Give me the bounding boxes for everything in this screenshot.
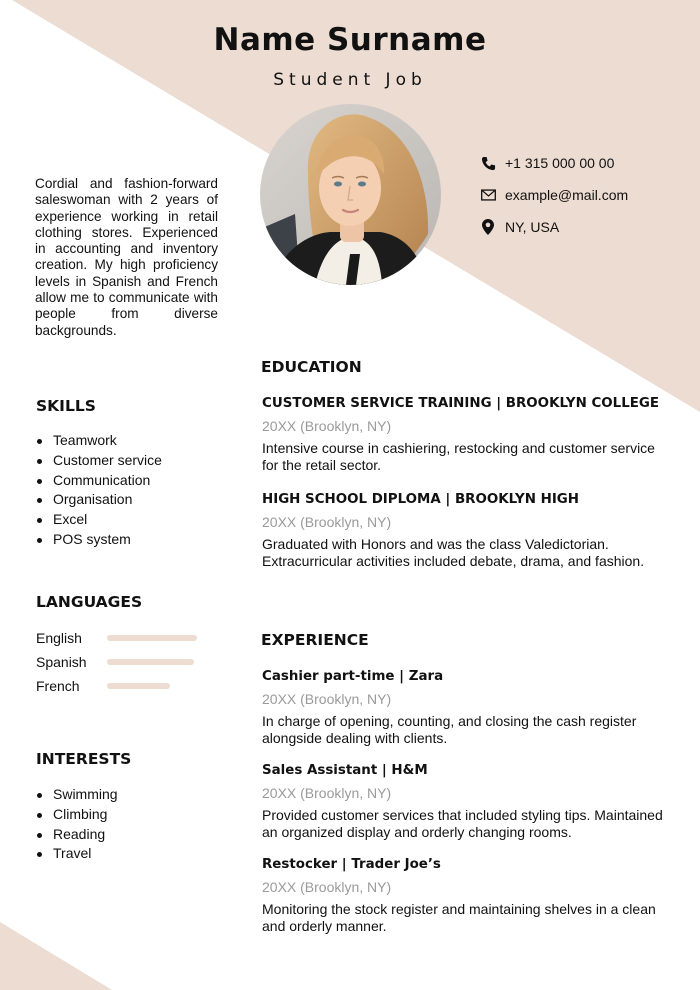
education-title: CUSTOMER SERVICE TRAINING | BROOKLYN COLLEGE [262,396,660,411]
language-level-bar [107,683,199,689]
experience-entry [262,669,672,746]
language-level-fill [107,635,197,641]
education-date: 20XX (Brooklyn, NY) [262,514,392,530]
interest-item: Climbing [36,805,118,825]
languages-heading: LANGUAGES [36,593,143,611]
language-level-fill [107,659,194,665]
interests-heading: INTERESTS [36,750,132,768]
contact-phone [480,152,628,174]
education-description: Intensive course in cashiering, restocking and customer service for the retail sector. [262,440,655,473]
job-title: Student Job [273,70,427,90]
candidate-name: Name Surname [213,22,487,58]
skill-item: Communication [36,471,162,491]
language-name: English [36,630,82,646]
experience-description: Provided customer services that included styling tips. Maintained an organized display and orderly changing rooms. [262,807,663,840]
education-heading: EDUCATION [261,358,362,376]
skill-item: Excel [36,510,162,530]
phone-icon [480,155,496,171]
language-row [36,674,199,698]
interest-item: Swimming [36,785,118,805]
education-description: Graduated with Honors and was the class Valedictorian. Extracurricular activities included debate, drama, and fashion. [262,536,645,569]
education-title: HIGH SCHOOL DIPLOMA | BROOKLYN HIGH [262,492,579,507]
language-name: French [36,678,80,694]
experience-title: Cashier part-time | Zara [262,669,444,684]
language-level-bar [107,635,199,641]
experience-entry [262,763,672,840]
interest-item: Travel [36,844,118,864]
mail-icon [480,187,496,203]
education-entry [262,396,672,473]
location-text: NY, USA [505,219,560,235]
skill-item: Teamwork [36,431,162,451]
contact-block [480,152,628,248]
contact-location [480,216,628,238]
skills-heading: SKILLS [36,397,96,415]
experience-entry [262,857,672,934]
location-pin-icon [480,219,496,235]
experience-title: Restocker | Trader Joe’s [262,857,441,872]
contact-email [480,184,628,206]
profile-summary: Cordial and fashion-forward saleswoman with 2 years of experience working in retail clothing stores. Experienced in accounting and inventory creation. My high proficiency levels in Spanish and French allow me to communicate with people from diverse backgrounds. [35,176,218,338]
experience-date: 20XX (Brooklyn, NY) [262,879,392,895]
email-address: example@mail.com [505,187,629,203]
skills-list [36,431,162,550]
profile-photo [260,104,441,285]
phone-number: +1 315 000 00 00 [505,155,615,171]
experience-title: Sales Assistant | H&M [262,763,428,778]
skill-item: POS system [36,530,162,550]
experience-description: Monitoring the stock register and maintaining shelves in a clean and orderly manner. [262,901,656,934]
languages-list [36,626,199,698]
language-row [36,650,199,674]
language-level-fill [107,683,170,689]
experience-description: In charge of opening, counting, and closing the cash register alongside dealing with clients. [262,713,637,746]
skill-item: Customer service [36,451,162,471]
language-name: Spanish [36,654,87,670]
experience-date: 20XX (Brooklyn, NY) [262,691,392,707]
language-level-bar [107,659,199,665]
skill-item: Organisation [36,490,162,510]
interests-list [36,785,118,864]
experience-date: 20XX (Brooklyn, NY) [262,785,392,801]
experience-heading: EXPERIENCE [261,631,369,649]
education-entry [262,492,672,569]
bottom-corner-triangle [0,922,112,990]
language-row [36,626,199,650]
education-date: 20XX (Brooklyn, NY) [262,418,392,434]
interest-item: Reading [36,825,118,845]
